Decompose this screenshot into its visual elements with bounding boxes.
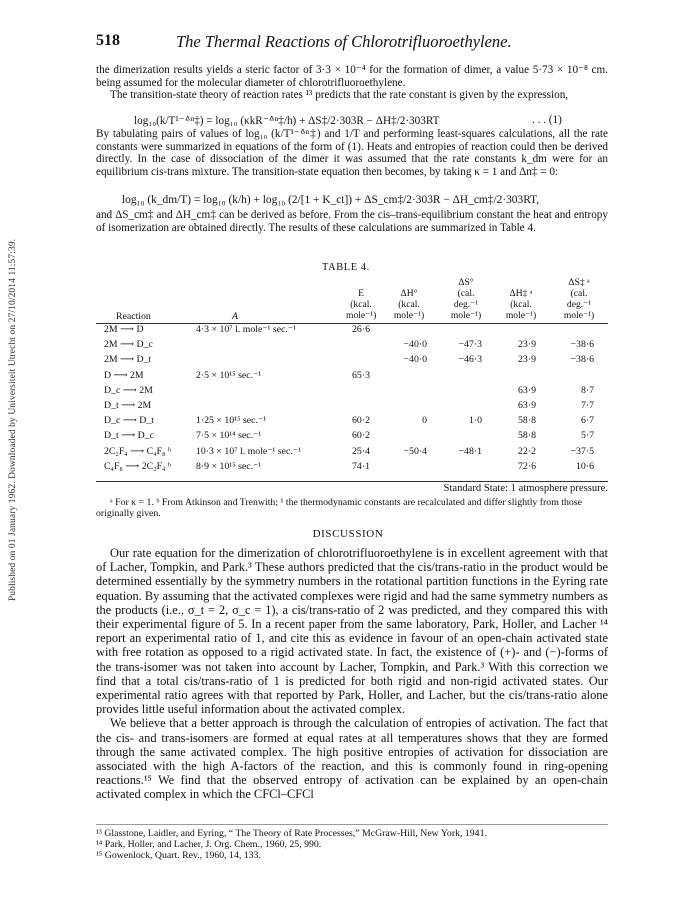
- table-cell-reaction: C₄F₈ ⟶ 2C₂F₄ ᵇ: [104, 460, 171, 472]
- reference-13: ¹³ Glasstone, Laidler, and Eyring, “ The Theory of Rate Processes,” McGraw-Hill, New York, 1941.: [96, 828, 487, 839]
- table-cell-dSs: −38·6: [570, 339, 594, 351]
- table-cell-dSs: −37·5: [570, 445, 594, 457]
- table-cell-E: 26·6: [352, 324, 370, 335]
- intro-paragraph-1: the dimerization results yields a steric factor of 3·3 × 10⁻⁴ for the formation of dimer, a value 5·73 × 10⁻⁸ cm. being assumed for the molecular diameter of chlorotrifluoroethylene.: [96, 64, 608, 89]
- table-cell-dS0: −48·1: [458, 445, 482, 457]
- table-cell-dHs: 58·8: [518, 430, 536, 442]
- table-cell-A: 7·5 × 10¹⁴ sec.⁻¹: [196, 430, 262, 442]
- discussion-body: [96, 546, 608, 802]
- table-cell-reaction: D_c ⟶ D_t: [104, 415, 154, 427]
- table-cell-reaction: D_t ⟶ D_c: [104, 430, 154, 442]
- table-cell-A: 10·3 × 10⁷ l. mole⁻¹ sec.⁻¹: [196, 445, 301, 457]
- table-cell-dSs: 10·6: [576, 460, 594, 472]
- table-cell-dHs: 63·9: [518, 384, 536, 396]
- table-cell-E: 60·2: [352, 430, 370, 442]
- intro-paragraph-3: By tabulating pairs of values of log₁₀ (k/T¹⁻ᐞⁿ‡) and 1/T and performing least-squares calculations, all the rate constants were summarized in equations of the form of (1). Heats and entropies of reaction could then be derived directly. In the case of dissociation of the dimer it was assumed that the rate constants k_dm were for an equilibrium cis-trans mixture. The transition-state equation then becomes, by taking κ = 1 and Δn‡ = 0:: [96, 128, 608, 178]
- running-title: The Thermal Reactions of Chlorotrifluoroethylene.: [176, 32, 512, 51]
- download-watermark-text: Published on 01 January 1962. Downloaded by Universiteit Utrecht on 27/10/2014 11:57:39.: [8, 238, 18, 602]
- table-bottom-rule: [96, 481, 608, 482]
- page-number: 518: [96, 32, 120, 49]
- header-E: E (kcal. mole⁻¹): [346, 288, 377, 321]
- table-cell-reaction: D_t ⟶ 2M: [104, 400, 152, 411]
- download-watermark: [6, 150, 20, 690]
- header-dSs: ΔS‡ ᵃ (cal. deg.⁻¹ mole⁻¹): [563, 277, 595, 321]
- table-cell-reaction: 2C₂F₄ ⟶ C₄F₈ ᵇ: [104, 445, 171, 457]
- table-cell-dHs: 72·6: [518, 460, 536, 472]
- table-cell-dH0: −40·0: [403, 354, 427, 366]
- equation-1-number: . . . (1): [532, 114, 562, 126]
- table-cell-A: 4·3 × 10⁷ l. mole⁻¹ sec.⁻¹: [196, 324, 296, 335]
- header-dHs: ΔH‡ ᵃ (kcal. mole⁻¹): [505, 288, 537, 321]
- header-reaction: Reaction: [116, 311, 151, 322]
- table-cell-dSs: −38·6: [570, 354, 594, 366]
- discussion-heading: DISCUSSION: [312, 528, 384, 540]
- table-cell-dSs: 8·7: [580, 384, 594, 396]
- table-cell-dS0: −47·3: [458, 339, 482, 351]
- table-cell-A: 1·25 × 10¹⁵ sec.⁻¹: [196, 415, 267, 427]
- standard-state: Standard State: 1 atmosphere pressure.: [443, 483, 608, 494]
- header-A: A: [232, 311, 238, 322]
- table-cell-dH0: −50·4: [403, 445, 427, 457]
- footnote-rule: [96, 824, 608, 825]
- header-dH0: ΔH° (kcal. mole⁻¹): [393, 288, 425, 321]
- equation-1: log₁₀(k/T¹⁻ᐞⁿ‡) = log₁₀ (κkR⁻ᐞⁿ‡/h) + ΔS‡/2·303R − ΔH‡/2·303RT: [134, 115, 440, 127]
- table-cell-dH0: 0: [422, 415, 427, 427]
- table-cell-dSs: 7·7: [580, 400, 594, 411]
- table-cell-dHs: 22·2: [518, 445, 536, 457]
- reference-14: ¹⁴ Park, Holler, and Lacher, J. Org. Chem., 1960, 25, 990.: [96, 839, 322, 851]
- table-cell-reaction: D ⟶ 2M: [104, 369, 144, 381]
- table-cell-dSs: 5·7: [580, 430, 594, 442]
- intro-block: [96, 64, 608, 102]
- equation-2: log₁₀ (k_dm/T) = log₁₀ (k/h) + log₁₀ (2/[1 + K_ct]) + ΔS_cm‡/2·303R − ΔH_cm‡/2·303RT,: [122, 194, 540, 206]
- intro-paragraph-2: The transition-state theory of reaction rates ¹³ predicts that the rate constant is given by the expression,: [110, 89, 569, 102]
- table-cell-E: 65·3: [352, 369, 370, 381]
- table-cell-dH0: −40·0: [403, 339, 427, 351]
- table-cell-A: 2·5 × 10¹⁵ sec.⁻¹: [196, 369, 262, 381]
- table-cell-reaction: D_c ⟶ 2M: [104, 384, 153, 396]
- table-cell-reaction: 2M ⟶ D_t: [104, 354, 152, 366]
- table-cell-reaction: 2M ⟶ D: [104, 324, 144, 335]
- table-footnote: ᵃ For κ = 1. ᵇ From Atkinson and Trenwith; ¹ the thermodynamic constants are recalculated and differ slightly from those originally given.: [96, 497, 582, 520]
- table-cell-E: 74·1: [352, 460, 370, 472]
- reference-15: ¹⁵ Gowenlock, Quart. Rev., 1960, 14, 133.: [96, 850, 261, 862]
- table-cell-dHs: 23·9: [518, 354, 536, 366]
- table-cell-dSs: 6·7: [580, 415, 594, 427]
- table-cell-dS0: −46·3: [458, 354, 482, 366]
- discussion-paragraph-1: Our rate equation for the dimerization of chlorotrifluoroethylene is in excellent agreement with that of Lacher, Tompkin, and Park.³ These authors predicted that the cis/trans-ratio in the product would be determined essentially by the symmetry numbers in the rotational partition functions in the Eyring rate equation. By assuming that the activated complexes were rigid and had the same symmetry numbers as the products (i.e., σ_t = 2, σ_c = 1), a cis/trans-ratio of 2 was predicted, and they compared this with their experimental figure of 5. In a recent paper from the same laboratory, Park, Holler, and Lacher ¹⁴ report an experimental ratio of 1, and cite this as evidence in favour of an open-chain activated state with free rotation as opposed to a rigid activated state. In fact, the existence of (+)- and (−)-forms of the trans-isomer was not taken into account by Lacher, Tompkin, and Park.³ With this correction we find that a total cis/trans-ratio of 1 is predicted for both rigid and non-rigid activated states. Our experimental ratio agrees with that reported by Park, Holler, and Lacher, but the cis/trans-ratio alone provides little useful information about the activated complex.: [96, 546, 608, 717]
- table-cell-E: 25·4: [352, 445, 370, 457]
- running-header: [96, 32, 616, 56]
- intro-paragraph-4: and ΔS_cm‡ and ΔH_cm‡ can be derived as before. From the cis–trans-equilibrium constant the heat and entropy of isomerization are obtained directly. The results of these calculations are summarized in Table 4.: [96, 209, 608, 234]
- discussion-paragraph-2: We believe that a better approach is through the calculation of entropies of activation. The fact that the cis- and trans-isomers are formed at equal rates at all temperatures shows that they are formed through the same activated complex. The high positive entropies of activation for dissociation are associated with the high A-factors of the reaction, and this is commonly found in ring-opening reactions.¹⁵ We find that the observed entropy of activation can be explained by an open-chain activated complex in which the CFCl–CFCl: [96, 716, 608, 802]
- references: [96, 828, 608, 862]
- header-dS0: ΔS° (cal. deg.⁻¹ mole⁻¹): [450, 277, 482, 321]
- table-cell-E: 60·2: [352, 415, 370, 427]
- table-cell-dHs: 23·9: [518, 339, 536, 351]
- table-cell-dHs: 63·9: [518, 400, 536, 411]
- table-cell-reaction: 2M ⟶ D_c: [104, 339, 153, 351]
- table-caption: TABLE 4.: [322, 262, 370, 273]
- table-cell-A: 8·9 × 10¹⁵ sec.⁻¹: [196, 460, 262, 472]
- table-cell-dS0: 1·0: [468, 415, 482, 427]
- table-cell-dHs: 58·8: [518, 415, 536, 427]
